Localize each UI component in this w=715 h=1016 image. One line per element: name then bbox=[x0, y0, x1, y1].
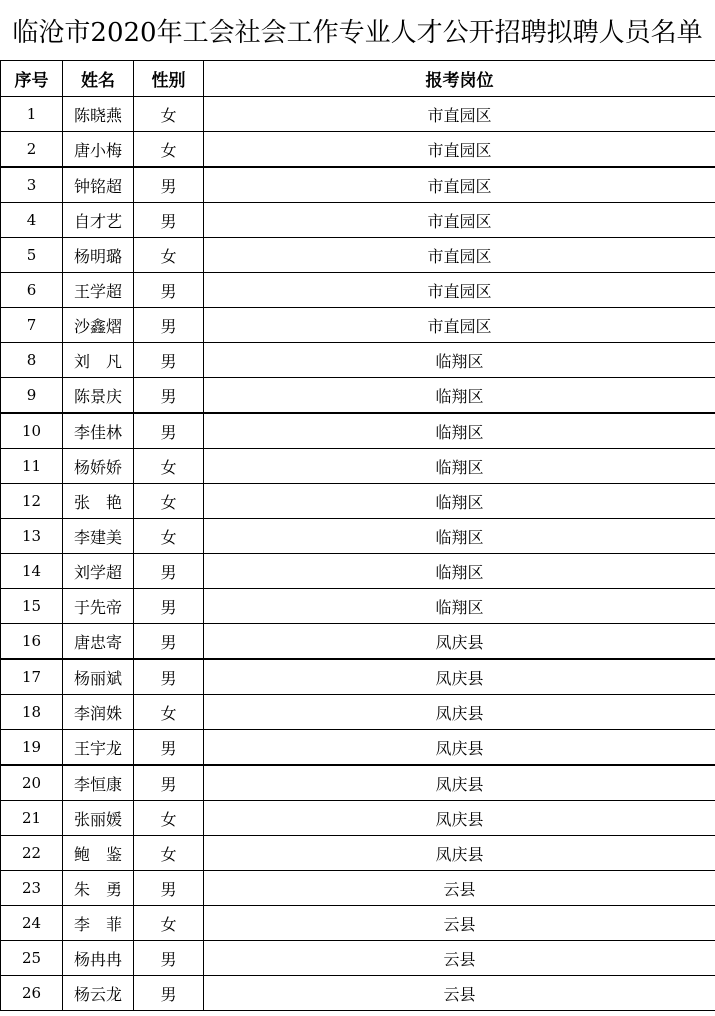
cell-post: 云县 bbox=[204, 906, 715, 941]
cell-post: 市直园区 bbox=[204, 97, 715, 132]
cell-gender: 女 bbox=[134, 97, 204, 132]
cell-name: 王学超 bbox=[63, 273, 134, 308]
cell-post: 市直园区 bbox=[204, 203, 715, 238]
cell-gender: 男 bbox=[134, 554, 204, 589]
table-row bbox=[1, 836, 715, 871]
cell-name: 杨明璐 bbox=[63, 238, 134, 273]
table-body bbox=[1, 97, 715, 1011]
cell-gender: 男 bbox=[134, 589, 204, 624]
cell-post: 市直园区 bbox=[204, 167, 715, 203]
cell-gender: 女 bbox=[134, 238, 204, 273]
table-row bbox=[1, 132, 715, 168]
table-row bbox=[1, 238, 715, 273]
cell-post: 市直园区 bbox=[204, 308, 715, 343]
cell-name: 李 菲 bbox=[63, 906, 134, 941]
cell-post: 临翔区 bbox=[204, 519, 715, 554]
cell-number: 19 bbox=[1, 730, 63, 766]
table-row bbox=[1, 554, 715, 589]
cell-number: 15 bbox=[1, 589, 63, 624]
cell-name: 刘学超 bbox=[63, 554, 134, 589]
cell-name: 刘 凡 bbox=[63, 343, 134, 378]
cell-gender: 男 bbox=[134, 273, 204, 308]
cell-gender: 女 bbox=[134, 519, 204, 554]
cell-number: 6 bbox=[1, 273, 63, 308]
cell-gender: 女 bbox=[134, 484, 204, 519]
cell-number: 26 bbox=[1, 976, 63, 1011]
cell-name: 于先帝 bbox=[63, 589, 134, 624]
cell-name: 李润姝 bbox=[63, 695, 134, 730]
cell-post: 临翔区 bbox=[204, 554, 715, 589]
cell-gender: 男 bbox=[134, 413, 204, 449]
cell-gender: 男 bbox=[134, 730, 204, 766]
cell-number: 2 bbox=[1, 132, 63, 168]
cell-number: 16 bbox=[1, 624, 63, 660]
cell-gender: 女 bbox=[134, 132, 204, 168]
cell-gender: 男 bbox=[134, 167, 204, 203]
cell-name: 王宇龙 bbox=[63, 730, 134, 766]
cell-number: 3 bbox=[1, 167, 63, 203]
cell-post: 云县 bbox=[204, 976, 715, 1011]
header-post: 报考岗位 bbox=[204, 61, 715, 97]
cell-name: 唐小梅 bbox=[63, 132, 134, 168]
cell-post: 临翔区 bbox=[204, 484, 715, 519]
cell-number: 10 bbox=[1, 413, 63, 449]
cell-number: 9 bbox=[1, 378, 63, 414]
table-row bbox=[1, 695, 715, 730]
cell-number: 13 bbox=[1, 519, 63, 554]
cell-number: 8 bbox=[1, 343, 63, 378]
cell-number: 18 bbox=[1, 695, 63, 730]
table-row bbox=[1, 624, 715, 660]
table-row bbox=[1, 273, 715, 308]
cell-name: 沙鑫熠 bbox=[63, 308, 134, 343]
cell-name: 陈景庆 bbox=[63, 378, 134, 414]
cell-name: 张 艳 bbox=[63, 484, 134, 519]
cell-number: 17 bbox=[1, 659, 63, 695]
table-row bbox=[1, 659, 715, 695]
cell-post: 临翔区 bbox=[204, 449, 715, 484]
cell-gender: 男 bbox=[134, 624, 204, 660]
cell-post: 临翔区 bbox=[204, 343, 715, 378]
table-row bbox=[1, 589, 715, 624]
cell-post: 凤庆县 bbox=[204, 659, 715, 695]
table-row bbox=[1, 871, 715, 906]
cell-name: 钟铭超 bbox=[63, 167, 134, 203]
cell-name: 自才艺 bbox=[63, 203, 134, 238]
table-row bbox=[1, 203, 715, 238]
cell-number: 4 bbox=[1, 203, 63, 238]
header-name: 姓名 bbox=[63, 61, 134, 97]
cell-number: 25 bbox=[1, 941, 63, 976]
table-row bbox=[1, 765, 715, 801]
cell-number: 20 bbox=[1, 765, 63, 801]
table-row bbox=[1, 167, 715, 203]
cell-gender: 男 bbox=[134, 203, 204, 238]
table-row bbox=[1, 97, 715, 132]
cell-post: 临翔区 bbox=[204, 589, 715, 624]
cell-name: 杨冉冉 bbox=[63, 941, 134, 976]
cell-post: 凤庆县 bbox=[204, 730, 715, 766]
cell-number: 1 bbox=[1, 97, 63, 132]
cell-number: 5 bbox=[1, 238, 63, 273]
cell-number: 7 bbox=[1, 308, 63, 343]
cell-gender: 女 bbox=[134, 836, 204, 871]
cell-post: 云县 bbox=[204, 941, 715, 976]
table-row bbox=[1, 343, 715, 378]
cell-gender: 男 bbox=[134, 976, 204, 1011]
cell-gender: 男 bbox=[134, 343, 204, 378]
cell-post: 凤庆县 bbox=[204, 695, 715, 730]
cell-gender: 女 bbox=[134, 906, 204, 941]
cell-gender: 男 bbox=[134, 378, 204, 414]
cell-name: 李建美 bbox=[63, 519, 134, 554]
table-row bbox=[1, 801, 715, 836]
cell-gender: 男 bbox=[134, 765, 204, 801]
table-row bbox=[1, 449, 715, 484]
table-row bbox=[1, 484, 715, 519]
cell-gender: 男 bbox=[134, 871, 204, 906]
cell-name: 李恒康 bbox=[63, 765, 134, 801]
header-number: 序号 bbox=[1, 61, 63, 97]
cell-name: 陈晓燕 bbox=[63, 97, 134, 132]
table-row bbox=[1, 519, 715, 554]
cell-name: 杨娇娇 bbox=[63, 449, 134, 484]
cell-name: 鲍 鉴 bbox=[63, 836, 134, 871]
cell-number: 21 bbox=[1, 801, 63, 836]
cell-post: 市直园区 bbox=[204, 132, 715, 168]
cell-gender: 女 bbox=[134, 801, 204, 836]
cell-number: 12 bbox=[1, 484, 63, 519]
personnel-table bbox=[0, 60, 715, 1011]
cell-name: 唐忠寄 bbox=[63, 624, 134, 660]
cell-post: 临翔区 bbox=[204, 378, 715, 414]
cell-gender: 男 bbox=[134, 308, 204, 343]
cell-name: 李佳林 bbox=[63, 413, 134, 449]
cell-gender: 男 bbox=[134, 941, 204, 976]
cell-name: 杨丽斌 bbox=[63, 659, 134, 695]
cell-name: 杨云龙 bbox=[63, 976, 134, 1011]
table-row bbox=[1, 906, 715, 941]
cell-gender: 男 bbox=[134, 659, 204, 695]
cell-number: 22 bbox=[1, 836, 63, 871]
table-row bbox=[1, 941, 715, 976]
cell-gender: 女 bbox=[134, 695, 204, 730]
header-gender: 性别 bbox=[134, 61, 204, 97]
cell-post: 临翔区 bbox=[204, 413, 715, 449]
table-row bbox=[1, 308, 715, 343]
cell-post: 市直园区 bbox=[204, 273, 715, 308]
cell-post: 凤庆县 bbox=[204, 801, 715, 836]
table-header-row bbox=[1, 61, 715, 97]
cell-gender: 女 bbox=[134, 449, 204, 484]
cell-number: 11 bbox=[1, 449, 63, 484]
document-title: 临沧市2020年工会社会工作专业人才公开招聘拟聘人员名单 bbox=[12, 17, 703, 48]
cell-post: 云县 bbox=[204, 871, 715, 906]
cell-post: 凤庆县 bbox=[204, 836, 715, 871]
cell-post: 市直园区 bbox=[204, 238, 715, 273]
cell-number: 23 bbox=[1, 871, 63, 906]
table-row bbox=[1, 378, 715, 414]
cell-name: 张丽媛 bbox=[63, 801, 134, 836]
table-row bbox=[1, 413, 715, 449]
cell-post: 凤庆县 bbox=[204, 765, 715, 801]
cell-number: 14 bbox=[1, 554, 63, 589]
cell-number: 24 bbox=[1, 906, 63, 941]
table-row bbox=[1, 976, 715, 1011]
table-row bbox=[1, 730, 715, 766]
cell-name: 朱 勇 bbox=[63, 871, 134, 906]
cell-post: 凤庆县 bbox=[204, 624, 715, 660]
